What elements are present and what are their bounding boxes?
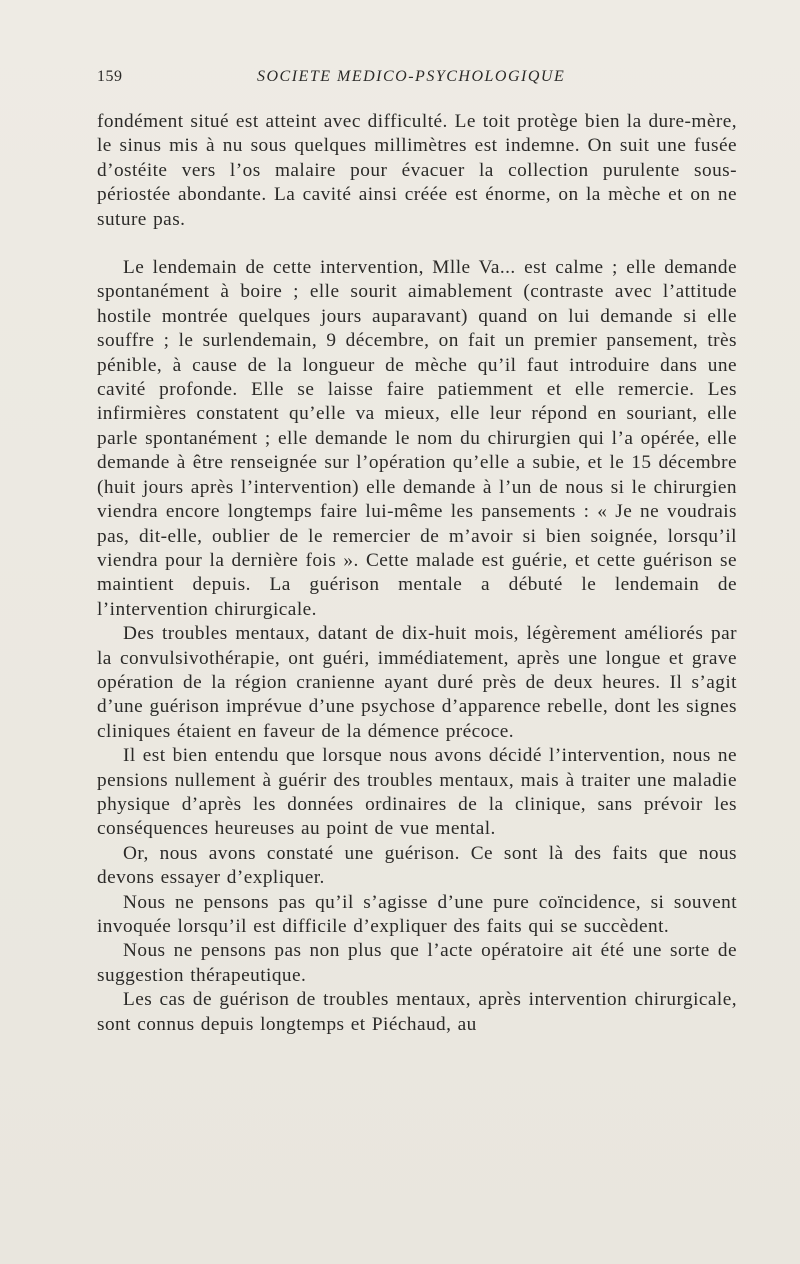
paragraph-coincidence: Nous ne pensons pas qu’il s’agisse d’une pure coïncidence, si souvent invoquée lorsqu’il est difficile d’expliquer des faits qui se succèdent. — [97, 891, 737, 937]
paragraph-case-recovery: Le lendemain de cette intervention, Mlle Va... est calme ; elle demande spontanément à boire ; elle sourit aimablement (contraste avec l’attitude hostile montrée quelques jours auparavant) quand on lui demande si elle souffre ; le surlendemain, 9 décembre, on fait un premier pansement, très pénible, à cause de la longueur de mèche qu’il faut introduire dans une cavité profonde. Elle se laisse faire patiemment et elle remercie. Les infirmières constatent qu’elle va mieux, elle leur répond en souriant, elle parle spontanément ; elle demande le nom du chirurgien qui l’a opérée, elle demande à être renseignée sur l’opération qu’elle a subie, et le 15 décembre (huit jours après l’intervention) elle demande à l’un de nous si le chirurgien viendra encore longtemps faire lui-même les pansements : « Je ne voudrais pas, dit-elle, oublier de le remercier de m’avoir si bien soignée, lorsqu’il viendra pour la dernière fois ». Cette malade est guérie, et cette guérison se maintient depuis. La guérison mentale a débuté le lendemain de l’intervention chirurgicale. — [97, 257, 737, 620]
paragraph-continuation: fondément situé est atteint avec difficulté. Le toit protège bien la dure-mère, le sinus mis à nu sous quelques millimètres est indemne. On suit une fusée d’ostéite vers l’os malaire pour évacuer la collection purulente sous-périostée abondante. La cavité ainsi créée est énorme, on la mèche et on ne suture pas. — [97, 111, 737, 230]
running-title: SOCIETE MEDICO-PSYCHOLOGIQUE — [257, 68, 566, 85]
page-number: 159 — [97, 68, 123, 85]
paragraph-intention: Il est bien entendu que lorsque nous avons décidé l’intervention, nous ne pensions nullement à guérir des troubles mentaux, mais à traiter une maladie physique d’après les données ordinaires de la clinique, sans prévoir les conséquences heureuses au point de vue mental. — [97, 745, 737, 840]
paragraph-suggestion: Nous ne pensons pas non plus que l’acte opératoire ait été une sorte de suggestion thérapeutique. — [97, 940, 737, 986]
body-text — [97, 110, 737, 1037]
page-header — [97, 68, 737, 94]
paragraph-prior-cases: Les cas de guérison de troubles mentaux, après intervention chirurgicale, sont connus depuis longtemps et Piéchaud, au — [97, 989, 737, 1035]
paragraph-observation: Or, nous avons constaté une guérison. Ce sont là des faits que nous devons essayer d’expliquer. — [97, 842, 737, 889]
paragraph-summary: Des troubles mentaux, datant de dix-huit mois, légèrement améliorés par la convulsivothérapie, ont guéri, immédiatement, après une longue et grave opération de la région cranienne ayant duré près de deux heures. Il s’agit d’une guérison imprévue d’une psychose d’apparence rebelle, dont les signes cliniques étaient en faveur de la démence précoce. — [97, 623, 737, 742]
